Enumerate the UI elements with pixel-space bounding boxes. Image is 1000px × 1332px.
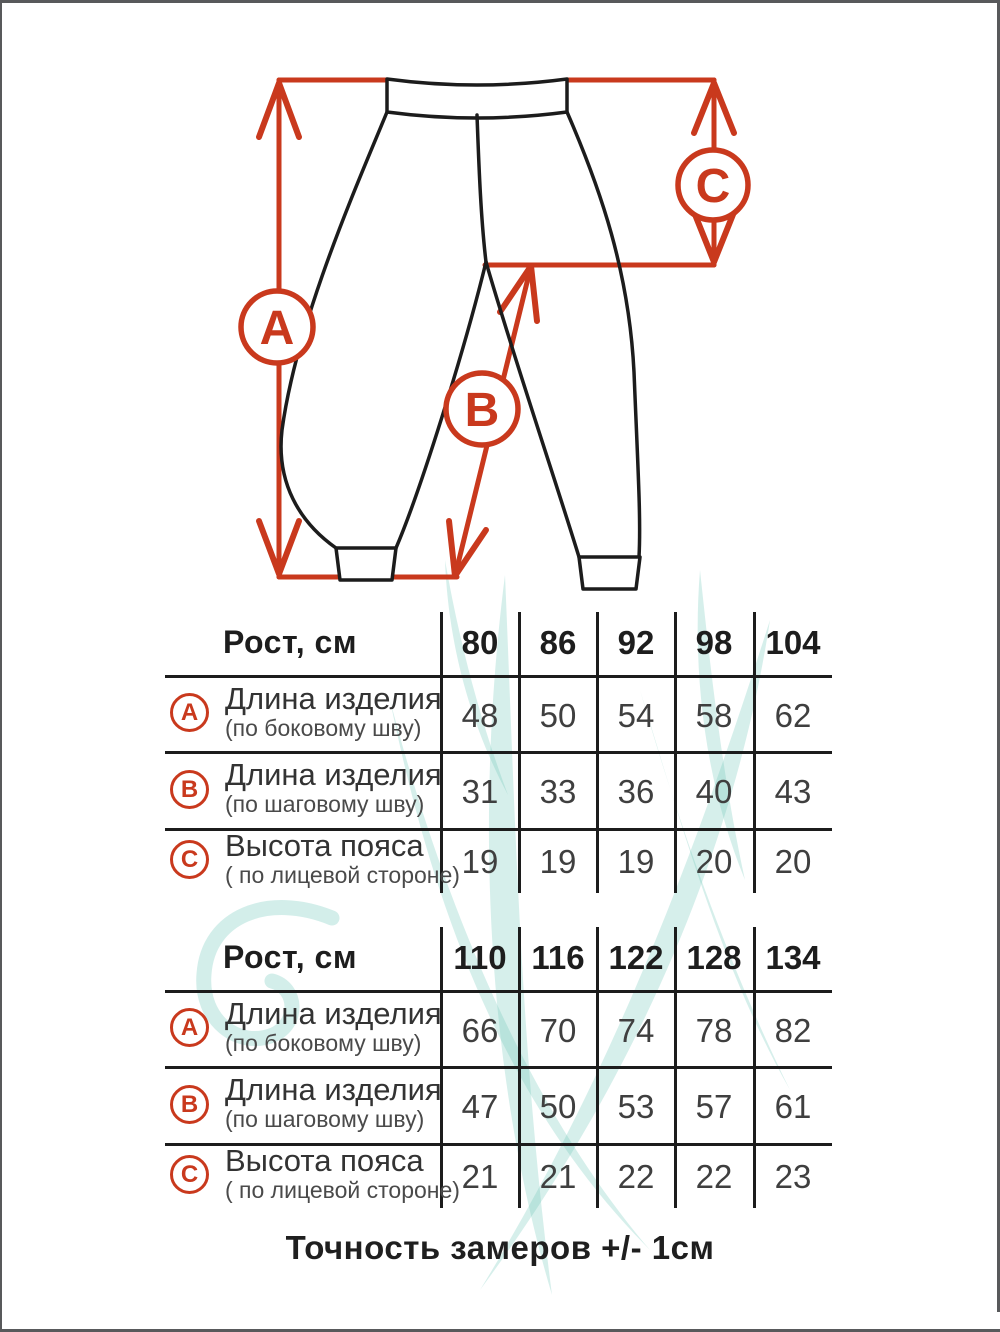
row-letter-badge: B [170, 770, 209, 809]
value-cell: 50 [539, 1088, 577, 1125]
value-cell: 53 [617, 1088, 655, 1125]
row-label: Высота пояса [225, 828, 424, 863]
value-cell: 33 [539, 773, 577, 810]
value-cell: 70 [539, 1012, 577, 1049]
size-column-header: 104 [765, 624, 821, 661]
size-column-header: 80 [461, 624, 499, 661]
row-label: Высота пояса [225, 1143, 424, 1178]
row-letter-badge: A [170, 693, 209, 732]
row-label-block [225, 1144, 460, 1203]
value-cell: 61 [774, 1088, 812, 1125]
row-sublabel: ( по лицевой стороне) [225, 862, 460, 888]
table-line [165, 990, 832, 993]
row-label-block [225, 829, 460, 888]
row-label: Длина изделия [225, 681, 442, 716]
measure-A-letter: A [259, 302, 295, 355]
pants-center-seam [477, 115, 486, 262]
value-cell: 22 [695, 1158, 733, 1195]
height-header-label: Рост, см [223, 939, 357, 975]
frame-top-edge [0, 0, 1000, 3]
size-column-header: 98 [695, 624, 733, 661]
value-cell: 20 [774, 843, 812, 880]
measure-C-letter: C [695, 160, 731, 213]
size-table-80-104 [0, 612, 1000, 893]
row-label-block [225, 682, 442, 741]
row-sublabel: ( по лицевой стороне) [225, 1177, 460, 1203]
value-cell: 47 [461, 1088, 499, 1125]
row-sublabel: (по шаговому шву) [225, 791, 425, 817]
value-cell: 36 [617, 773, 655, 810]
value-cell: 19 [461, 843, 499, 880]
pants-measure-diagram [0, 0, 1000, 610]
value-cell: 50 [539, 697, 577, 734]
value-cell: 23 [774, 1158, 812, 1195]
value-cell: 43 [774, 773, 812, 810]
value-cell: 22 [617, 1158, 655, 1195]
row-label: Длина изделия [225, 757, 442, 792]
size-column-header: 128 [686, 939, 742, 976]
row-label: Длина изделия [225, 1072, 442, 1107]
pants-left-cuff [336, 548, 396, 580]
value-cell: 82 [774, 1012, 812, 1049]
table-line [165, 751, 832, 754]
value-cell: 19 [617, 843, 655, 880]
table-line [165, 675, 832, 678]
size-column-header: 92 [617, 624, 655, 661]
value-cell: 78 [695, 1012, 733, 1049]
value-cell: 20 [695, 843, 733, 880]
pants-right-leg-outer [567, 112, 640, 557]
row-sublabel: (по боковому шву) [225, 1030, 422, 1056]
row-letter-badge: C [170, 1155, 209, 1194]
measure-B-letter: B [464, 384, 500, 437]
frame-left-edge [0, 0, 2, 1332]
pants-right-cuff [579, 557, 640, 589]
value-cell: 21 [539, 1158, 577, 1195]
size-table-110-134 [0, 927, 1000, 1208]
value-cell: 19 [539, 843, 577, 880]
value-cell: 21 [461, 1158, 499, 1195]
value-cell: 66 [461, 1012, 499, 1049]
row-letter-badge: A [170, 1008, 209, 1047]
accuracy-note: Точность замеров +/- 1см [285, 1229, 715, 1266]
pants-waistband [387, 79, 567, 118]
row-letter-badge: B [170, 1085, 209, 1124]
value-cell: 31 [461, 773, 499, 810]
row-label-block [225, 758, 442, 817]
size-column-header: 86 [539, 624, 577, 661]
row-label-block [225, 997, 442, 1056]
row-label-block [225, 1073, 442, 1132]
value-cell: 57 [695, 1088, 733, 1125]
value-cell: 58 [695, 697, 733, 734]
value-cell: 54 [617, 697, 655, 734]
row-sublabel: (по шаговому шву) [225, 1106, 425, 1132]
size-column-header: 122 [608, 939, 664, 976]
value-cell: 62 [774, 697, 812, 734]
value-cell: 74 [617, 1012, 655, 1049]
value-cell: 40 [695, 773, 733, 810]
value-cell: 48 [461, 697, 499, 734]
size-column-header: 110 [453, 939, 507, 976]
size-column-header: 134 [765, 939, 821, 976]
row-sublabel: (по боковому шву) [225, 715, 422, 741]
size-column-header: 116 [531, 939, 585, 976]
row-label: Длина изделия [225, 996, 442, 1031]
height-header-label: Рост, см [223, 624, 357, 660]
row-letter-badge: C [170, 840, 209, 879]
table-line [165, 1066, 832, 1069]
